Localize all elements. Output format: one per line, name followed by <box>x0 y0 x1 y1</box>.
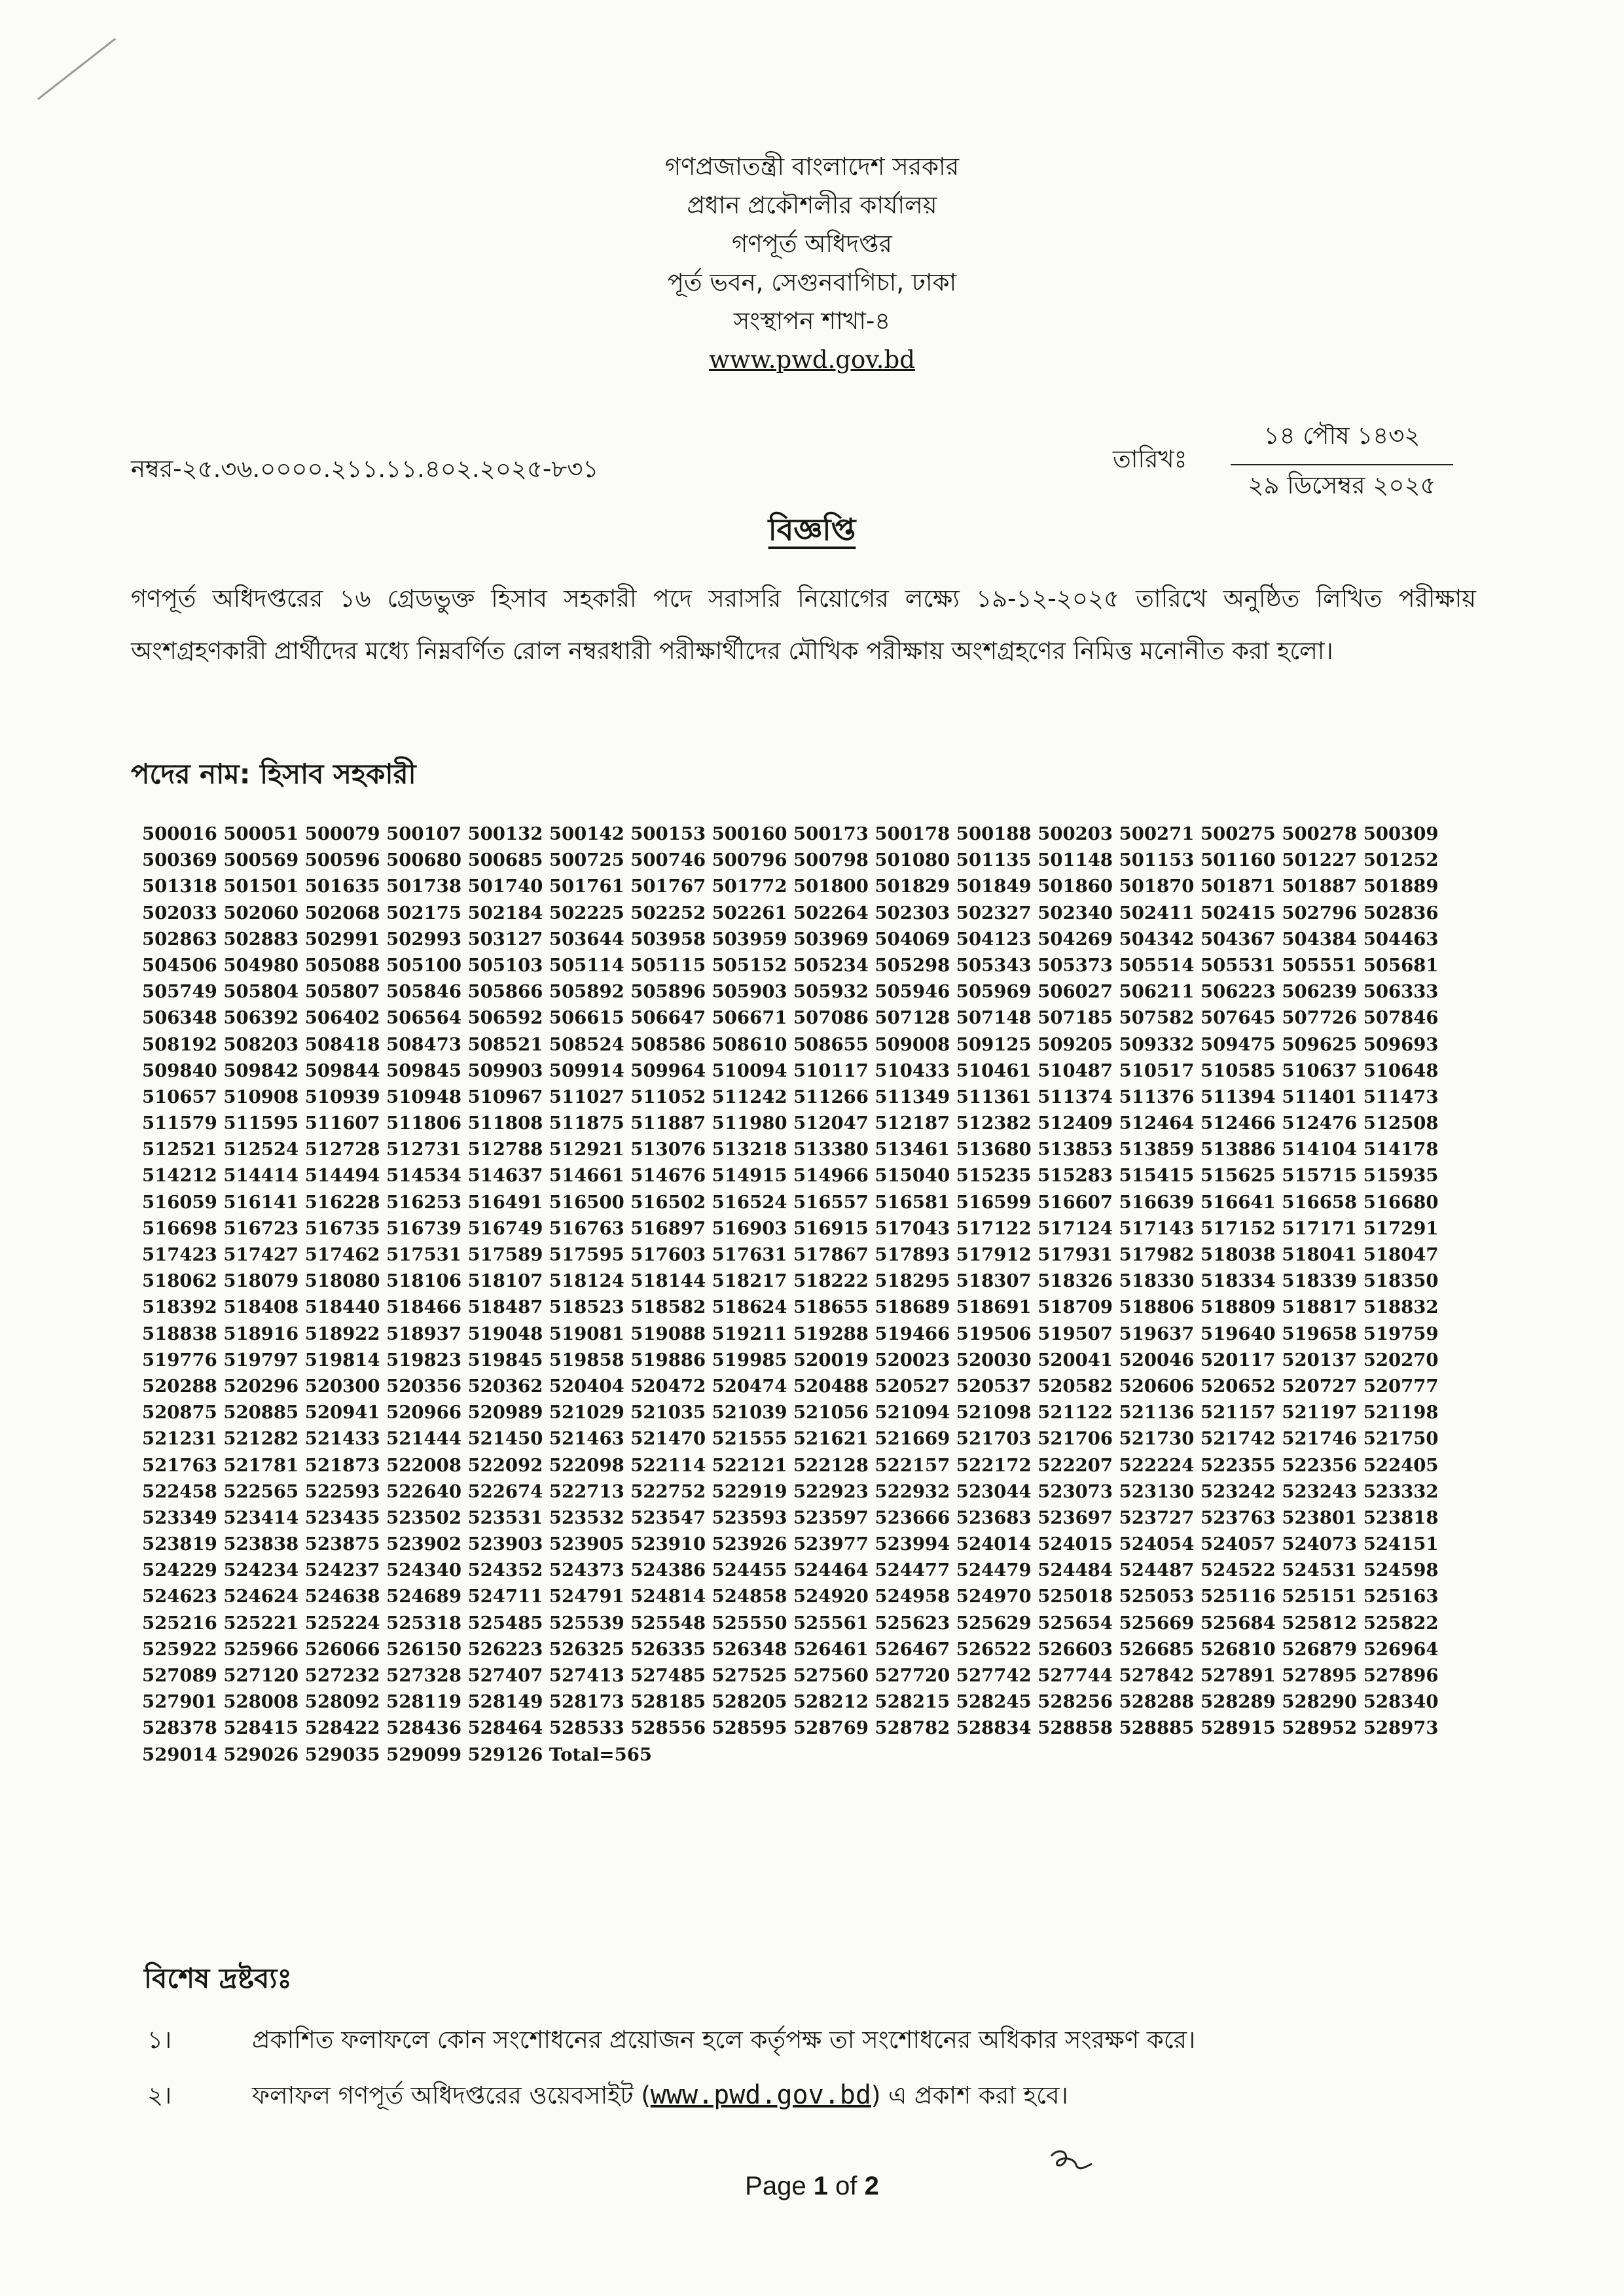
roll-number-row: 523349 523414 523435 523502 523531 523532 523547 523593 523597 523666 523683 523697 523727 523763 523801 523818 <box>142 1507 1439 1528</box>
note-item-2 <box>147 2076 1522 2117</box>
roll-number-row: 500369 500569 500596 500680 500685 500725 500746 500796 500798 501080 501135 501148 501153 501160 501227 501252 <box>142 850 1439 871</box>
roll-number-row: 502033 502060 502068 502175 502184 502225 502252 502261 502264 502303 502327 502340 502411 502415 502796 502836 <box>142 902 1439 924</box>
roll-number-row: 525216 525221 525224 525318 525485 525539 525548 525550 525561 525623 525629 525654 525669 525684 525812 525822 <box>142 1612 1439 1634</box>
post-name: পদের নাম: হিসাব সহকারী <box>131 758 416 790</box>
signature-initial <box>1046 2147 1098 2179</box>
page-total: 2 <box>864 2172 879 2200</box>
roll-number-row: 508192 508203 508418 508473 508521 508524 508586 508610 508655 509008 509125 509205 509332 509475 509625 509693 <box>142 1033 1439 1055</box>
roll-number-row: 501318 501501 501635 501738 501740 501761 501767 501772 501800 501829 501849 501860 501870 501871 501887 501889 <box>142 876 1439 897</box>
header-branch: সংস্থাপন শাখা-৪ <box>733 307 891 335</box>
note-number: ১। <box>147 2026 172 2054</box>
date-english: ২৯ ডিসেম্বর ২০২৫ <box>1248 471 1436 499</box>
roll-number-row: 516698 516723 516735 516739 516749 516763 516897 516903 516915 517043 517122 517124 517143 517152 517171 517291 <box>142 1217 1439 1239</box>
roll-number-row: 527089 527120 527232 527328 527407 527413 527485 527525 527560 527720 527742 527744 527842 527891 527895 527896 <box>142 1665 1439 1686</box>
note-text-after: ) এ প্রকাশ করা হবে। <box>871 2081 1068 2109</box>
roll-number-row: 504506 504980 505088 505100 505103 505114 505115 505152 505234 505298 505343 505373 505514 505531 505551 505681 <box>142 954 1439 976</box>
roll-number-row: 520288 520296 520300 520356 520362 520404 520472 520474 520488 520527 520537 520582 520606 520652 520727 520777 <box>142 1375 1439 1397</box>
roll-number-row: 520875 520885 520941 520966 520989 521029 521035 521039 521056 521094 521098 521122 521136 521157 521197 521198 <box>142 1402 1439 1424</box>
roll-number-row: 516059 516141 516228 516253 516491 516500 516502 516524 516557 516581 516599 516607 516639 516641 516658 516680 <box>142 1191 1439 1213</box>
roll-number-row: 511579 511595 511607 511806 511808 511875 511887 511980 512047 512187 512382 512409 512464 512466 512476 512508 <box>142 1113 1439 1134</box>
roll-number-row: 518838 518916 518922 518937 519048 519081 519088 519211 519288 519466 519506 519507 519637 519640 519658 519759 <box>142 1323 1439 1344</box>
date-bangla: ১৪ পৌষ ১৪৩২ <box>1231 416 1453 465</box>
roll-number-row: 514212 514414 514494 514534 514637 514661 514676 514915 514966 515040 515235 515283 515415 515625 515715 515935 <box>142 1165 1439 1187</box>
note-text-before: ফলাফল গণপূর্ত অধিদপ্তরের ওয়েবসাইট ( <box>252 2081 651 2109</box>
roll-number-row: 512521 512524 512728 512731 512788 512921 513076 513218 513380 513461 513680 513853 513859 513886 514104 514178 <box>142 1139 1439 1160</box>
page-number <box>0 2172 1624 2201</box>
notice-title: বিজ্ঞপ্তি <box>768 512 856 547</box>
header-address: পূর্ত ভবন, সেগুনবাগিচা, ঢাকা <box>667 268 957 296</box>
memo-number: নম্বর-২৫.৩৬.০০০০.২১১.১১.৪০২.২০২৫-৮৩১ <box>131 455 599 483</box>
note-item-1 <box>147 2020 1522 2062</box>
header-website[interactable]: www.pwd.gov.bd <box>709 346 915 374</box>
notice-title-wrap <box>0 507 1624 557</box>
roll-number-row: 509840 509842 509844 509845 509903 509914 509964 510094 510117 510433 510461 510487 510517 510585 510637 510648 <box>142 1060 1439 1081</box>
roll-number-row: 500016 500051 500079 500107 500132 500142 500153 500160 500173 500178 500188 500203 500271 500275 500278 500309 <box>142 823 1439 844</box>
roll-number-row: 524229 524234 524237 524340 524352 524373 524386 524455 524464 524477 524479 524484 524487 524522 524531 524598 <box>142 1560 1439 1581</box>
roll-number-row: 510657 510908 510939 510948 510967 511027 511052 511242 511266 511349 511361 511374 511376 511394 511401 511473 <box>142 1086 1439 1107</box>
roll-number-row: 528378 528415 528422 528436 528464 528533 528556 528595 528769 528782 528834 528858 528885 528915 528952 528973 <box>142 1717 1439 1739</box>
roll-number-row: 523819 523838 523875 523902 523903 523905 523910 523926 523977 523994 524014 524015 524054 524057 524073 524151 <box>142 1534 1439 1555</box>
notes-title: বিশেষ দ্রষ্টব্যঃ <box>144 1962 292 1994</box>
roll-number-list <box>142 821 1477 1768</box>
roll-number-row: 506348 506392 506402 506564 506592 506615 506647 506671 507086 507128 507148 507185 507582 507645 507726 507846 <box>142 1007 1439 1029</box>
header-office: প্রধান প্রকৌশলীর কার্যালয় <box>687 191 937 219</box>
note-website-link[interactable]: www.pwd.gov.bd <box>650 2080 871 2110</box>
roll-number-row: 502863 502883 502991 502993 503127 503644 503958 503959 503969 504069 504123 504269 504342 504367 504384 504463 <box>142 928 1439 950</box>
pen-scratch-mark <box>37 38 116 100</box>
roll-number-row: 529014 529026 529035 529099 529126 Total=565 <box>142 1744 652 1765</box>
roll-number-row: 517423 517427 517462 517531 517589 517595 517603 517631 517867 517893 517912 517931 517982 518038 518041 518047 <box>142 1244 1439 1265</box>
roll-number-row: 518062 518079 518080 518106 518107 518124 518144 518217 518222 518295 518307 518326 518330 518334 518339 518350 <box>142 1270 1439 1292</box>
page-word: Page <box>745 2172 806 2200</box>
roll-number-row: 521763 521781 521873 522008 522092 522098 522114 522121 522128 522157 522172 522207 522224 522355 522356 522405 <box>142 1454 1439 1476</box>
note-text: প্রকাশিত ফলাফলে কোন সংশোধনের প্রয়োজন হলে কর্তৃপক্ষ তা সংশোধনের অধিকার সংরক্ষণ করে। <box>252 2026 1196 2054</box>
note-number: ২। <box>147 2081 172 2109</box>
roll-number-row: 518392 518408 518440 518466 518487 518523 518582 518624 518655 518689 518691 518709 518806 518809 518817 518832 <box>142 1297 1439 1318</box>
roll-number-row: 524623 524624 524638 524689 524711 524791 524814 524858 524920 524958 524970 525018 525053 525116 525151 525163 <box>142 1586 1439 1607</box>
roll-number-row: 527901 528008 528092 528119 528149 528173 528185 528205 528212 528215 528245 528256 528288 528289 528290 528340 <box>142 1691 1439 1713</box>
header-government: গণপ্রজাতন্ত্রী বাংলাদেশ সরকার <box>664 152 960 181</box>
roll-number-row: 525922 525966 526066 526150 526223 526325 526335 526348 526461 526467 526522 526603 526685 526810 526879 526964 <box>142 1638 1439 1660</box>
roll-number-row: 505749 505804 505807 505846 505866 505892 505896 505903 505932 505946 505969 506027 506211 506223 506239 506333 <box>142 981 1439 1003</box>
page-of-word: of <box>835 2172 857 2200</box>
roll-number-row: 521231 521282 521433 521444 521450 521463 521470 521555 521621 521669 521703 521706 521730 521742 521746 521750 <box>142 1428 1439 1450</box>
roll-number-row: 522458 522565 522593 522640 522674 522713 522752 522919 522923 522932 523044 523073 523130 523242 523243 523332 <box>142 1480 1439 1502</box>
page-current: 1 <box>813 2172 828 2200</box>
notice-body: গণপূর্ত অধিদপ্তরের ১৬ গ্রেডভুক্ত হিসাব সহকারী পদে সরাসরি নিয়োগের লক্ষ্যে ১৯-১২-২০২৫ তারিখে অনুষ্ঠিত লিখিত পরীক্ষায় অংশগ্রহণকারী প্রার্থীদের মধ্যে নিম্নবর্ণিত রোল নম্বরধারী পরীক্ষার্থীদের মৌখিক পরীক্ষায় অংশগ্রহণের নিমিত্ত মনোনীত করা হলো। <box>131 584 1476 665</box>
roll-number-row: 519776 519797 519814 519823 519845 519858 519886 519985 520019 520023 520030 520041 520046 520117 520137 520270 <box>142 1349 1439 1371</box>
date-label: তারিখঃ <box>1113 445 1187 473</box>
header-department: গণপূর্ত অধিদপ্তর <box>732 230 892 258</box>
office-header <box>0 147 1624 379</box>
